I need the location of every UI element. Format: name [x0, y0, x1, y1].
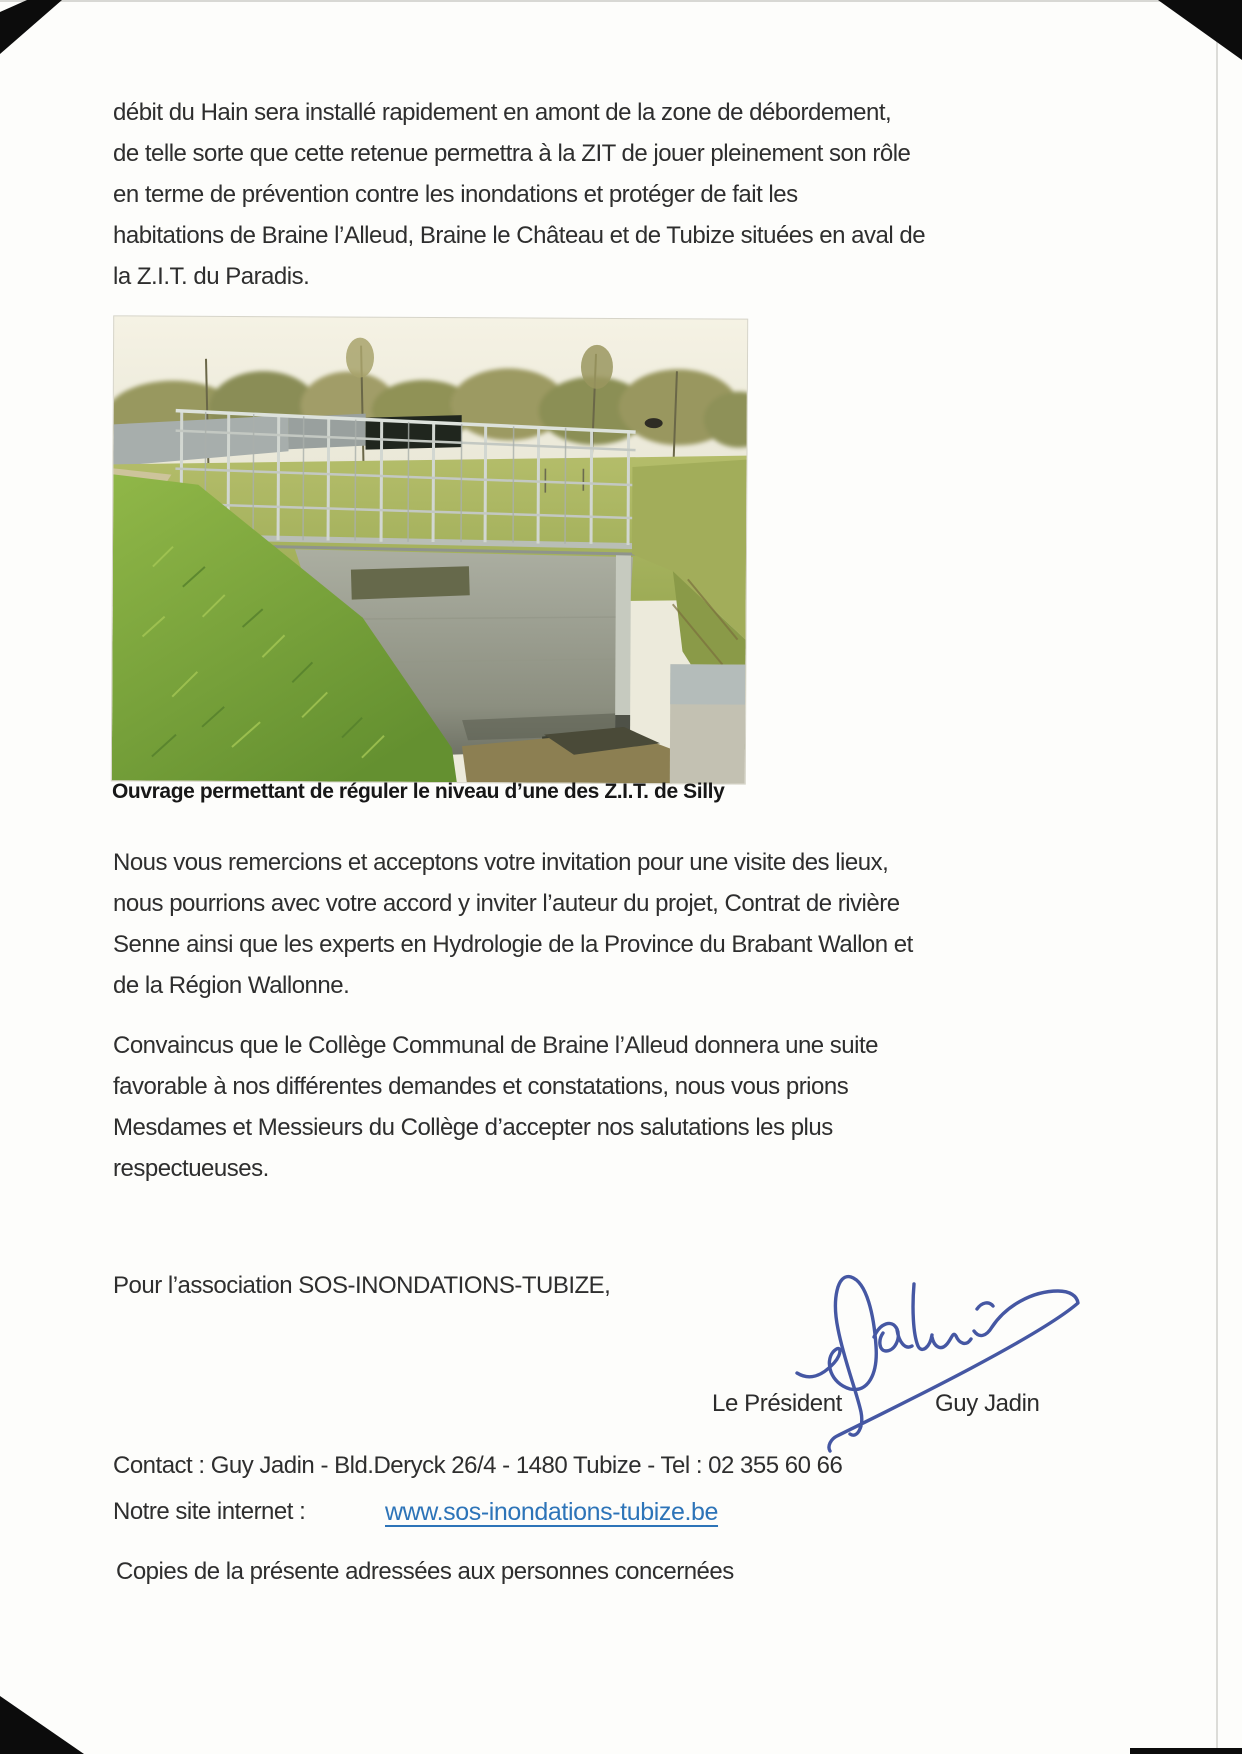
scan-edge-line-right	[1216, 0, 1218, 1754]
paragraph-line: nous pourrions avec votre accord y inviter l’auteur du projet, Contrat de rivière	[113, 890, 900, 917]
paragraph-line: favorable à nos différentes demandes et constatations, nous vous prions	[113, 1073, 849, 1100]
signature-ink	[740, 1240, 1085, 1460]
paragraph-line: en terme de prévention contre les inondations et protéger de fait les	[113, 181, 798, 208]
paragraph-line: Convaincus que le Collège Communal de Braine l’Alleud donnera une suite	[113, 1032, 878, 1059]
scan-corner-mark-bottom-right	[1130, 1748, 1242, 1754]
association-closing-line: Pour l’association SOS-INONDATIONS-TUBIZE,	[113, 1272, 611, 1299]
photo-caption: Ouvrage permettant de réguler le niveau d’une des Z.I.T. de Silly	[112, 780, 725, 803]
outlet-slot	[351, 566, 470, 601]
scan-corner-mark-bottom-left	[0, 1692, 86, 1754]
intro-paragraph	[113, 92, 1033, 297]
paragraph-line: la Z.I.T. du Paradis.	[113, 263, 310, 290]
regulation-structure-photo	[112, 316, 747, 783]
paragraph-line: débit du Hain sera installé rapidement en amont de la zone de débordement,	[113, 99, 892, 126]
scan-corner-mark-top-left	[0, 0, 70, 60]
website-link[interactable]: www.sos-inondations-tubize.be	[385, 1498, 719, 1526]
convinced-paragraph	[113, 1025, 1033, 1189]
paragraph-line: Mesdames et Messieurs du Collège d’accepter nos salutations les plus	[113, 1114, 833, 1141]
website-label: Notre site internet :	[113, 1498, 306, 1525]
site-photo	[112, 316, 747, 783]
paragraph-line: habitations de Braine l’Alleud, Braine le Château et de Tubize situées en aval de	[113, 222, 926, 249]
paragraph-line: respectueuses.	[113, 1155, 269, 1182]
signature-title: Le Président	[712, 1390, 842, 1417]
paragraph-line: Senne ainsi que les experts en Hydrologie de la Province du Brabant Wallon et	[113, 931, 913, 958]
paragraph-line: de telle sorte que cette retenue permettra à la ZIT de jouer pleinement son rôle	[113, 140, 911, 167]
distant-animal	[645, 418, 663, 428]
paragraph-line: Nous vous remercions et acceptons votre invitation pour une visite des lieux,	[113, 849, 889, 876]
paragraph-line: de la Région Wallonne.	[113, 972, 350, 999]
copies-line: Copies de la présente adressées aux personnes concernées	[116, 1558, 734, 1585]
contact-line: Contact : Guy Jadin - Bld.Deryck 26/4 - 1480 Tubize - Tel : 02 355 60 66	[113, 1452, 843, 1479]
website-line	[113, 1498, 719, 1526]
scan-edge-line-top	[0, 0, 1242, 2]
signature-name: Guy Jadin	[935, 1390, 1040, 1417]
thanks-paragraph	[113, 842, 1033, 1006]
scan-corner-mark-top-right	[1152, 0, 1242, 62]
